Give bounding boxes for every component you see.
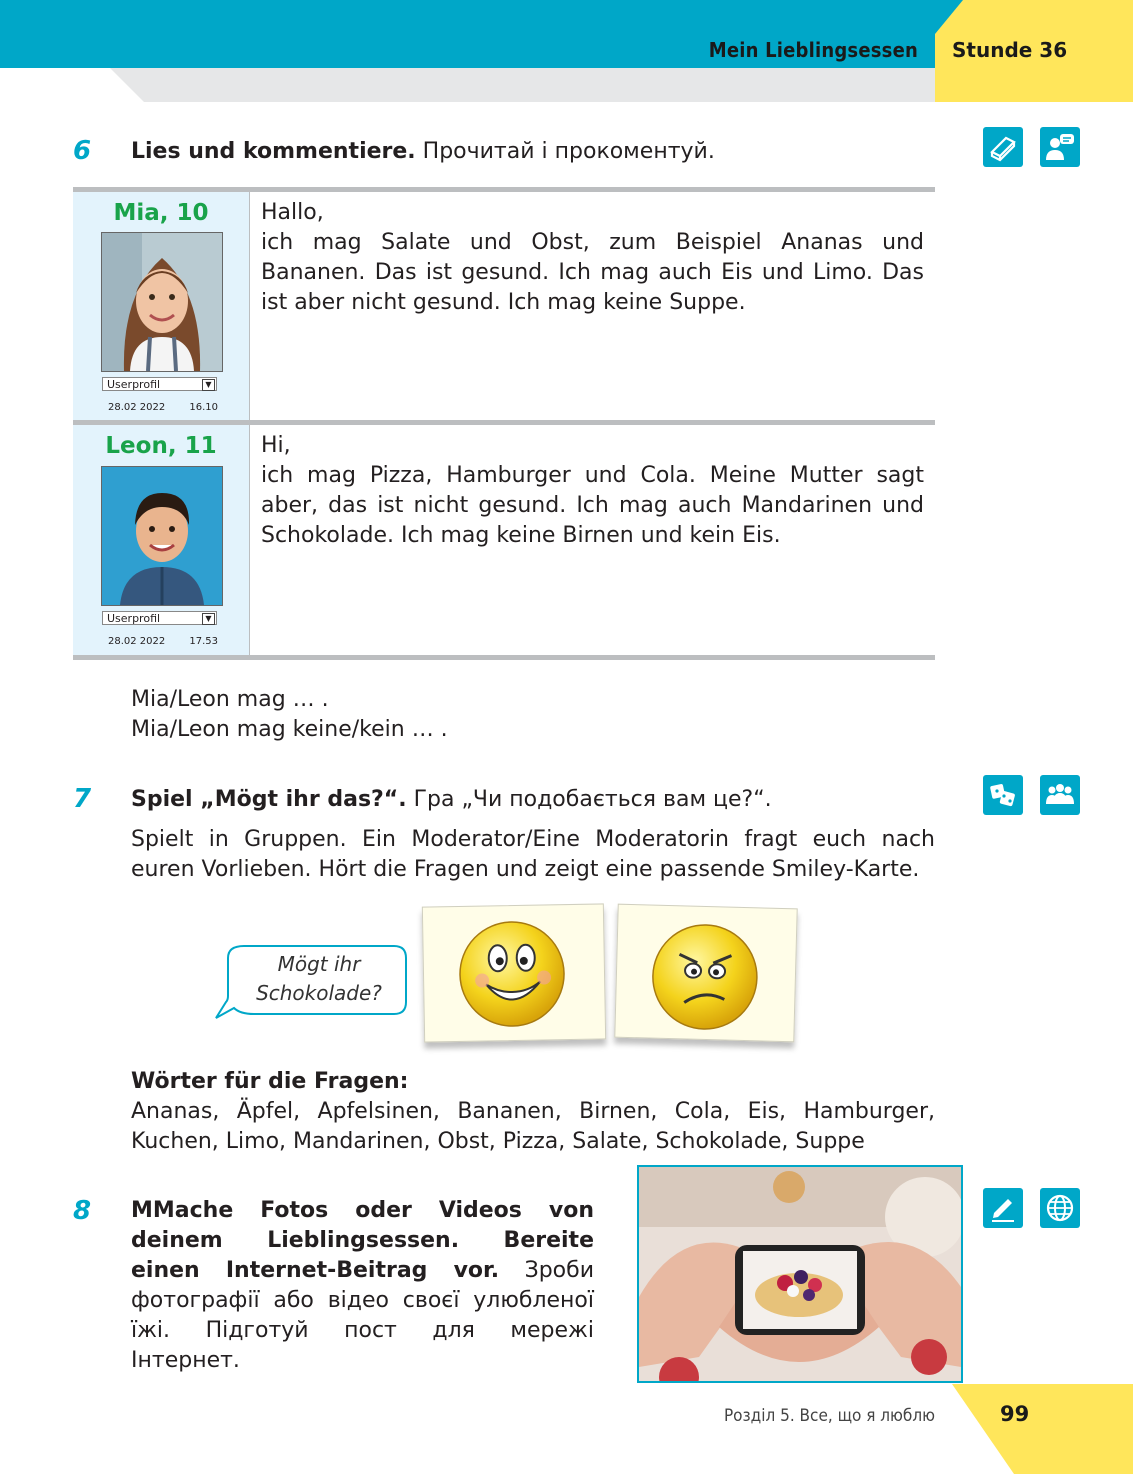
post-text-mia <box>261 198 924 318</box>
task-6-number: 6 <box>73 136 92 166</box>
post-greeting: Hi, <box>261 433 291 458</box>
post-timestamp <box>108 636 218 647</box>
post-time: 16.10 <box>189 402 218 413</box>
task-7-number: 7 <box>73 784 92 814</box>
speaking-icon <box>1040 127 1080 167</box>
task-6-title <box>131 137 715 167</box>
post-date: 28.02 2022 <box>108 402 166 413</box>
task-8-title-uk: Зроби фотографії або відео своєї улюбленої їжі. Підготуй пост для мережі Інтернет. <box>131 1258 595 1373</box>
book-icon <box>983 127 1023 167</box>
header-grey-strip <box>110 68 940 102</box>
chevron-down-icon: ▼ <box>202 613 215 625</box>
header-title: Mein Lieblingsessen <box>708 38 918 62</box>
bubble-line: Mögt ihr <box>277 952 361 976</box>
userprofil-dropdown[interactable] <box>102 611 217 625</box>
smiley-card-angry <box>614 904 797 1043</box>
task-8-number: 8 <box>73 1196 92 1226</box>
task-6-title-uk: Прочитай і прокоментуй. <box>422 139 715 164</box>
userprofil-dropdown[interactable] <box>102 377 217 391</box>
post-text-leon <box>261 431 924 551</box>
task-8-text <box>131 1196 594 1376</box>
userprofil-label: Userprofil <box>107 612 161 625</box>
smiley-card-happy <box>422 903 606 1042</box>
task-7-instructions: Spielt in Gruppen. Ein Moderator/Eine Moderatorin fragt euch nach euren Vorlieben. Hört die Fragen und zeigt eine passende Smiley-Karte. <box>131 827 935 882</box>
game-dice-icon <box>983 775 1023 815</box>
footer-chapter: Розділ 5. Все, що я люблю <box>723 1406 935 1426</box>
profile-name: Mia, 10 <box>113 200 209 226</box>
page-number: 99 <box>1000 1402 1030 1426</box>
userprofil-label: Userprofil <box>107 378 161 391</box>
internet-globe-icon <box>1040 1188 1080 1228</box>
post-timestamp <box>108 402 218 413</box>
lesson-number: Stunde 36 <box>952 38 1068 62</box>
table-bottom-border <box>73 655 935 660</box>
speech-bubble <box>214 942 410 1022</box>
task-7-title <box>131 785 772 815</box>
post-date: 28.02 2022 <box>108 636 166 647</box>
task-7-title-uk: Гра „Чи подобається вам це?“. <box>413 787 772 812</box>
photo-mia <box>101 232 223 372</box>
prompt-line: Mia/Leon mag keine/kein … . <box>131 717 448 742</box>
post-body: ich mag Pizza, Hamburger und Cola. Meine Mutter sagt aber, das ist nicht gesund. Ich mag auch Mandarinen und Schokolade. Ich mag keine Birnen und kein Eis. <box>261 463 924 548</box>
group-icon <box>1040 775 1080 815</box>
post-time: 17.53 <box>189 636 218 647</box>
task-8-title-de: MMache Fotos oder Videos von deinem Lieblingsessen. Bereite einen Internet-Beitrag vor. <box>131 1198 594 1283</box>
words-heading: Wörter für die Fragen: <box>131 1069 409 1094</box>
bubble-line: Schokolade? <box>256 981 382 1005</box>
prompt-line: Mia/Leon mag … . <box>131 687 329 712</box>
post-body: ich mag Salate und Obst, zum Beispiel Ananas und Bananen. Das ist gesund. Ich mag auch Eis und Limo. Das ist aber nicht gesund. Ich mag keine Suppe. <box>261 230 924 315</box>
post-greeting: Hallo, <box>261 200 324 225</box>
words-list: Ananas, Äpfel, Apfelsinen, Bananen, Birnen, Cola, Eis, Hamburger, Kuchen, Limo, Mandarinen, Obst, Pizza, Salate, Schokolade, Suppe <box>131 1099 935 1154</box>
task-6-prompts <box>131 685 448 745</box>
chevron-down-icon: ▼ <box>202 379 215 391</box>
happy-smiley-icon <box>423 904 605 1041</box>
task-6-title-de: Lies und kommentiere. <box>131 139 416 164</box>
pencil-icon <box>983 1188 1023 1228</box>
footer-page-tab <box>952 1384 1133 1474</box>
photo-leon <box>101 466 223 606</box>
photo-food-phone <box>637 1165 963 1383</box>
task-7-title-de: Spiel „Mögt ihr das?“. <box>131 787 407 812</box>
angry-smiley-icon <box>615 905 796 1042</box>
profile-name: Leon, 11 <box>105 433 217 459</box>
